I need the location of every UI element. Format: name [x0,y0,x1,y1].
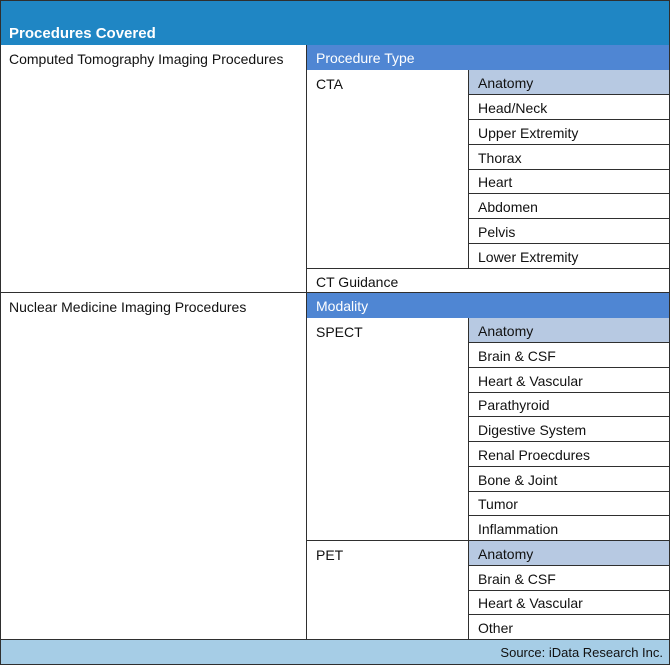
table-row: Pelvis [469,219,669,244]
table-row: Tumor [469,491,669,516]
group-label-pet: PET [307,541,469,639]
ct-guidance-label: CT Guidance [316,274,399,290]
group-label-cta: CTA [307,70,469,268]
section-label-ct: Computed Tomography Imaging Procedures [1,45,307,292]
table-row: Digestive System [469,417,669,442]
table-row: Thorax [469,145,669,170]
table-row: Parathyroid [469,392,669,417]
table-row: Heart [469,169,669,194]
procedure-type-header: Procedure Type [307,45,669,70]
table-row: Renal Proecdures [469,442,669,467]
table-row: Brain & CSF [469,566,669,591]
modality-header: Modality [307,293,669,318]
table-row: Upper Extremity [469,120,669,145]
group-label-spect: SPECT [307,318,469,541]
source-footer: Source: iData Research Inc. [1,639,669,664]
table-row: Brain & CSF [469,343,669,368]
section-label-nuclear: Nuclear Medicine Imaging Procedures [1,293,307,639]
table-row: Heart & Vascular [469,590,669,615]
table-row: Abdomen [469,194,669,219]
anatomy-header: Anatomy [469,318,669,343]
table-row: Heart & Vascular [469,368,669,393]
table-title: Procedures Covered [1,1,669,45]
table-row: Lower Extremity [478,249,579,265]
anatomy-header: Anatomy [469,541,669,566]
table-row: Other [478,620,514,636]
table-row: Inflammation [478,521,559,537]
table-row: Bone & Joint [469,467,669,492]
anatomy-header: Anatomy [469,70,669,95]
table-row: Head/Neck [469,95,669,120]
